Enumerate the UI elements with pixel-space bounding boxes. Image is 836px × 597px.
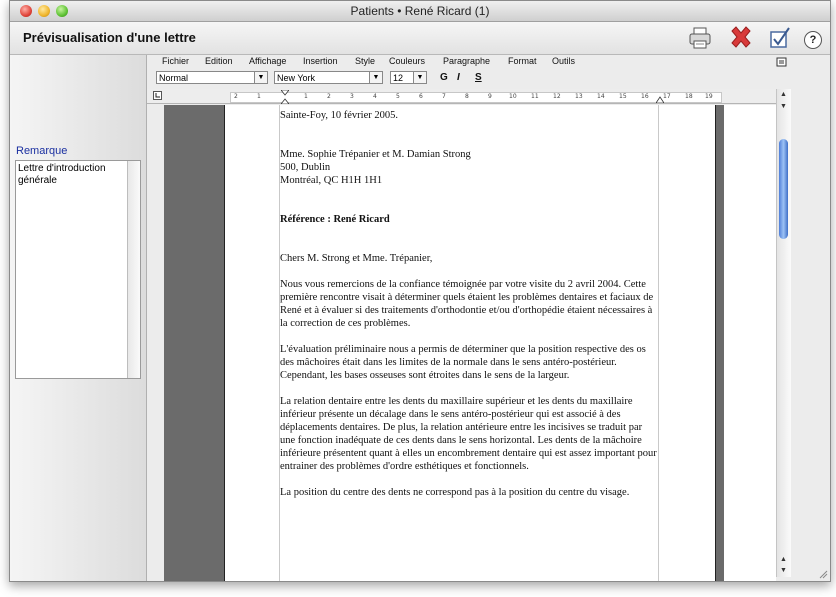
ruler-tick: 7: [442, 93, 446, 100]
ruler-toggle-icon[interactable]: [776, 56, 790, 68]
remark-label: Remarque: [16, 145, 68, 157]
remark-value: Lettre d'introduction générale: [18, 163, 106, 186]
window-title: Patients • René Ricard (1): [350, 4, 490, 18]
letter-reference: Référence : René Ricard: [280, 214, 390, 225]
header-bar: [10, 22, 830, 55]
remark-field[interactable]: [15, 160, 141, 379]
letter-paragraph-1: Nous vous remercions de la confiance témoignée par votre visite du 2 avril 2004. Cette première rencontre visait à déterminer quels étaient les problèmes dentaires et faciaux de René et à évaluer si des traitements d'orthodontie et/ou d'orthopédie étaient nécessaires à la correction de ces problèmes.: [280, 279, 654, 329]
help-icon[interactable]: ?: [804, 31, 822, 49]
ruler-tick: 19: [705, 93, 713, 100]
left-indent-marker-icon[interactable]: [281, 90, 289, 104]
letter-date: Sainte-Foy, 10 février 2005.: [280, 110, 399, 121]
ruler-tick: 9: [488, 93, 492, 100]
size-value: 12: [393, 73, 404, 83]
letter-greeting: Chers M. Strong et Mme. Trépanier,: [280, 253, 433, 264]
ruler-tick: 11: [531, 93, 539, 100]
ruler-tick: 15: [619, 93, 627, 100]
editor-menu-bar: [152, 55, 774, 69]
bold-button[interactable]: G: [440, 72, 448, 83]
ruler-tick: 2: [234, 93, 238, 100]
ruler-tick: 4: [373, 93, 377, 100]
scroll-thumb[interactable]: [779, 139, 788, 239]
scroll-down-arrow-icon[interactable]: ▼: [780, 567, 787, 574]
scroll-up-arrow-icon[interactable]: ▲: [780, 556, 787, 563]
ruler-tick: 12: [553, 93, 561, 100]
ruler-tick: 14: [597, 93, 605, 100]
ruler-tick: 1: [257, 93, 261, 100]
letter-addressee-line-1: Mme. Sophie Trépanier et M. Damian Strong: [280, 149, 471, 160]
ruler-tick: 13: [575, 93, 583, 100]
delete-x-icon[interactable]: [727, 24, 755, 52]
chevron-down-icon: ▼: [413, 72, 426, 83]
resize-grip-icon[interactable]: [818, 569, 828, 579]
tab-stop-icon[interactable]: [153, 91, 162, 100]
scroll-up-arrow-icon[interactable]: ▲: [780, 91, 787, 98]
italic-button[interactable]: I: [457, 72, 460, 83]
menu-style[interactable]: Style: [355, 56, 376, 66]
letter-page[interactable]: [224, 105, 716, 581]
ruler-tick: 2: [327, 93, 331, 100]
size-select[interactable]: [390, 71, 427, 84]
menu-couleurs[interactable]: Couleurs: [389, 56, 426, 66]
menu-fichier[interactable]: Fichier: [162, 56, 190, 66]
checkbox-approve-icon[interactable]: [766, 24, 794, 52]
letter-paragraph-4: La position du centre des dents ne correspond pas à la position du centre du visage.: [280, 487, 630, 498]
ruler-tick: 3: [350, 93, 354, 100]
underline-button[interactable]: S: [475, 72, 482, 83]
ruler-tick: 17: [663, 93, 671, 100]
menu-format[interactable]: Format: [508, 56, 537, 66]
font-value: New York: [277, 73, 316, 83]
document-area: [164, 105, 776, 581]
font-select[interactable]: [274, 71, 383, 84]
ruler-tick: 16: [641, 93, 649, 100]
letter-paragraph-2: L'évaluation préliminaire nous a permis de déterminer que la position respective des os des mâchoires était dans les limites de la normale dans le sens antéro-postérieur. Cependant, les bases osseuses sont étroites dans le sens de la largeur.: [280, 344, 646, 381]
menu-outils[interactable]: Outils: [552, 56, 576, 66]
chevron-down-icon: ▼: [254, 72, 267, 83]
letter-addressee-line-3: Montréal, QC H1H 1H1: [280, 175, 383, 186]
right-indent-marker-icon[interactable]: [656, 94, 664, 103]
ruler-tick: 1: [304, 93, 308, 100]
letter-body: [280, 109, 658, 499]
ruler-bar: [147, 89, 784, 104]
remark-scrollbar[interactable]: [127, 161, 140, 378]
style-value: Normal: [159, 73, 189, 83]
style-select[interactable]: [156, 71, 268, 84]
menu-affichage[interactable]: Affichage: [249, 56, 287, 66]
page-title: Prévisualisation d'une lettre: [23, 30, 196, 45]
ruler-tick: 18: [685, 93, 693, 100]
letter-paragraph-3: La relation dentaire entre les dents du maxillaire supérieur et les dents du maxillaire inférieur présente un décalage dans le sens antéro-postérieur qui est associé à des déplacements dentaires. De plus, la relation antérieure entre les incisives se traduit par une fonction inadéquate de ces dents dans le sens horizontal. Les dents de la mâchoire inférieure présentent quant à elles un encombrement dentaire qui est assez important pour entrainer des problèmes d'ordre esthétiques et fonctionnels.: [280, 396, 657, 472]
format-toolbar: [155, 69, 775, 87]
chevron-down-icon: ▼: [369, 72, 382, 83]
letter-addressee-line-2: 500, Dublin: [280, 162, 331, 173]
scroll-down-arrow-icon[interactable]: ▼: [780, 103, 787, 110]
ruler-tick: 6: [419, 93, 423, 100]
left-panel: [10, 55, 147, 581]
printer-icon[interactable]: [686, 24, 714, 52]
ruler-tick: 5: [396, 93, 400, 100]
app-window: [9, 0, 831, 582]
menu-insertion[interactable]: Insertion: [303, 56, 338, 66]
right-margin-guide: [658, 105, 659, 581]
ruler-tick: 10: [509, 93, 517, 100]
ruler-tick: 8: [465, 93, 469, 100]
menu-edition[interactable]: Edition: [205, 56, 233, 66]
menu-paragraphe[interactable]: Paragraphe: [443, 56, 491, 66]
document-scrollbar[interactable]: [776, 89, 791, 577]
page-background: [164, 105, 724, 581]
ruler[interactable]: [230, 92, 722, 103]
title-bar: [10, 1, 830, 22]
